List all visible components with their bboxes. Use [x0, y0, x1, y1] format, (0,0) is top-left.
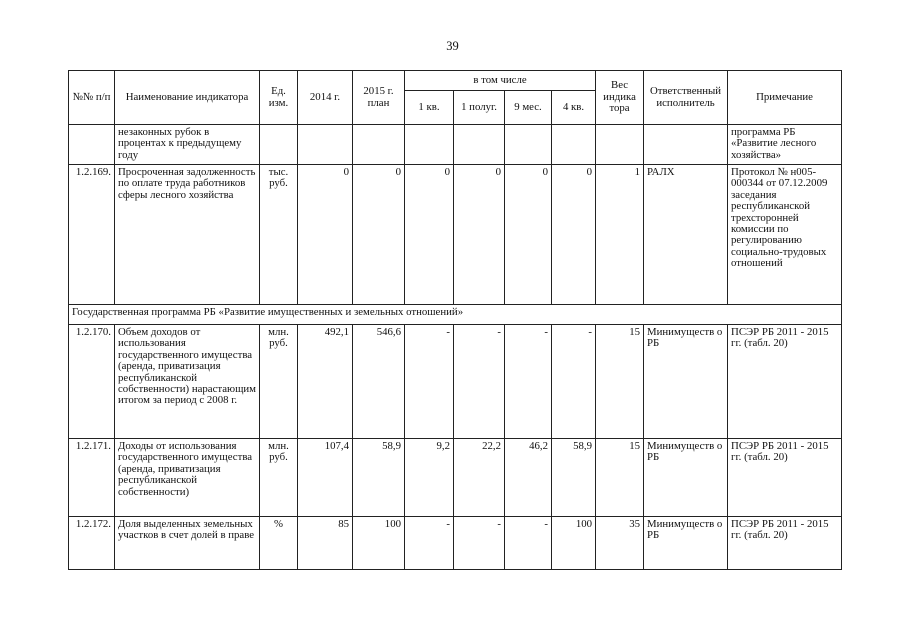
row-q4: 58,9	[552, 439, 596, 517]
row-2014: 0	[298, 165, 353, 305]
row-2015: 0	[353, 165, 405, 305]
row-q1	[405, 125, 454, 165]
row-note: Протокол № н005-000344 от 07.12.2009 заседания республиканской трехсторонней комиссии по регулированию социально-трудовых отношений	[728, 165, 842, 305]
row-num: 1.2.170.	[69, 325, 115, 439]
row-weight: 15	[596, 439, 644, 517]
row-9m	[505, 125, 552, 165]
header-q1: 1 кв.	[405, 91, 454, 125]
row-num: 1.2.172.	[69, 517, 115, 570]
row-h1: -	[454, 325, 505, 439]
row-q1: 0	[405, 165, 454, 305]
row-name: Доля выделенных земельных участков в счет долей в праве	[115, 517, 260, 570]
row-unit: млн. руб.	[260, 439, 298, 517]
row-num	[69, 125, 115, 165]
header-name: Наименование индикатора	[115, 71, 260, 125]
row-weight	[596, 125, 644, 165]
indicators-table	[68, 70, 842, 570]
row-q1: 9,2	[405, 439, 454, 517]
section-row	[69, 305, 842, 325]
row-q4: 0	[552, 165, 596, 305]
header-note: Примечание	[728, 71, 842, 125]
row-q4: 100	[552, 517, 596, 570]
row-q1: -	[405, 517, 454, 570]
row-responsible	[644, 125, 728, 165]
row-name: Просроченная задолженность по оплате труда работников сферы лесного хозяйства	[115, 165, 260, 305]
row-note: программа РБ «Развитие лесного хозяйства»	[728, 125, 842, 165]
row-2015: 58,9	[353, 439, 405, 517]
table-row	[69, 125, 842, 165]
row-note: ПСЭР РБ 2011 - 2015 гг. (табл. 20)	[728, 517, 842, 570]
table-row	[69, 325, 842, 439]
row-2015: 546,6	[353, 325, 405, 439]
row-h1: 0	[454, 165, 505, 305]
row-q1: -	[405, 325, 454, 439]
header-unit: Ед. изм.	[260, 71, 298, 125]
row-9m: -	[505, 325, 552, 439]
row-q4: -	[552, 325, 596, 439]
row-2015: 100	[353, 517, 405, 570]
row-unit	[260, 125, 298, 165]
row-weight: 35	[596, 517, 644, 570]
row-weight: 1	[596, 165, 644, 305]
row-num: 1.2.169.	[69, 165, 115, 305]
row-name: незаконных рубок в процентах к предыдущему году	[115, 125, 260, 165]
row-2014: 85	[298, 517, 353, 570]
row-2014: 107,4	[298, 439, 353, 517]
row-note: ПСЭР РБ 2011 - 2015 гг. (табл. 20)	[728, 439, 842, 517]
row-unit: тыс. руб.	[260, 165, 298, 305]
table-row	[69, 165, 842, 305]
row-2014	[298, 125, 353, 165]
row-num: 1.2.171.	[69, 439, 115, 517]
row-name: Доходы от использования государственного имущества (аренда, приватизация республиканской собственности)	[115, 439, 260, 517]
row-name: Объем доходов от использования государственного имущества (аренда, приватизация республиканской собственности) нарастающим итогом за период с 2008 г.	[115, 325, 260, 439]
row-responsible: Минимуществ о РБ	[644, 325, 728, 439]
header-num: №№ п/п	[69, 71, 115, 125]
row-note: ПСЭР РБ 2011 - 2015 гг. (табл. 20)	[728, 325, 842, 439]
section-title: Государственная программа РБ «Развитие имущественных и земельных отношений»	[69, 305, 842, 325]
header-2015-plan: 2015 г. план	[353, 71, 405, 125]
row-9m: 0	[505, 165, 552, 305]
row-q4	[552, 125, 596, 165]
row-h1	[454, 125, 505, 165]
row-2015	[353, 125, 405, 165]
header-h1: 1 полуг.	[454, 91, 505, 125]
table-row	[69, 517, 842, 570]
row-9m: -	[505, 517, 552, 570]
row-2014: 492,1	[298, 325, 353, 439]
row-weight: 15	[596, 325, 644, 439]
table-row	[69, 439, 842, 517]
header-q4: 4 кв.	[552, 91, 596, 125]
row-9m: 46,2	[505, 439, 552, 517]
row-responsible: Минимуществ о РБ	[644, 439, 728, 517]
row-responsible: РАЛХ	[644, 165, 728, 305]
page-number: 39	[446, 39, 459, 53]
header-group-including: в том числе	[405, 71, 596, 91]
header-weight: Вес индика тора	[596, 71, 644, 125]
row-h1: 22,2	[454, 439, 505, 517]
header-9m: 9 мес.	[505, 91, 552, 125]
row-h1: -	[454, 517, 505, 570]
header-2014: 2014 г.	[298, 71, 353, 125]
header-responsible: Ответственный исполнитель	[644, 71, 728, 125]
row-unit: млн. руб.	[260, 325, 298, 439]
row-responsible: Минимуществ о РБ	[644, 517, 728, 570]
row-unit: %	[260, 517, 298, 570]
